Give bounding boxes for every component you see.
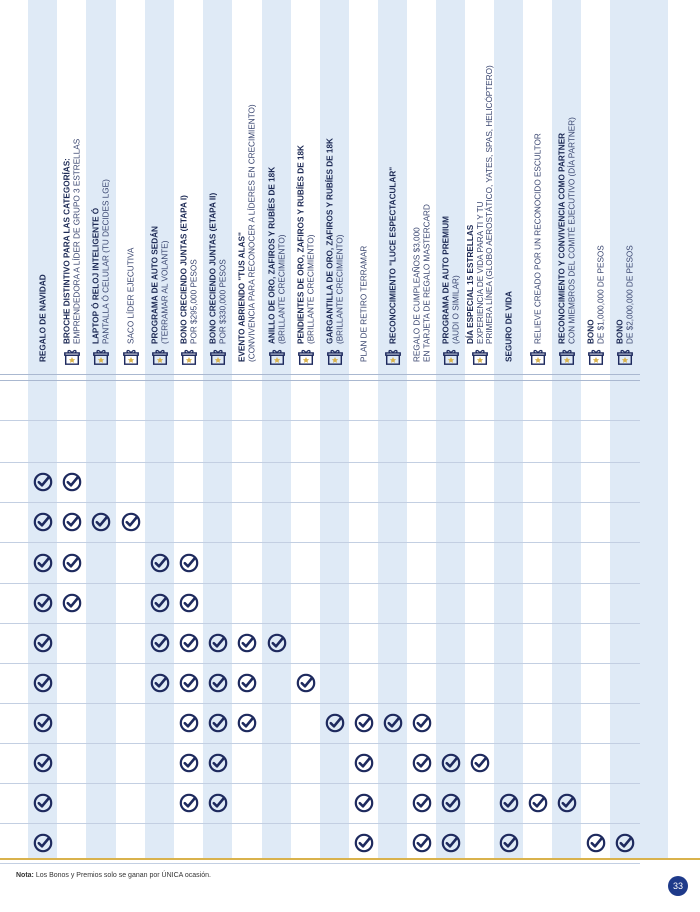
column-header xyxy=(203,0,232,374)
column-header-subtitle: DE $2,000,000 DE PESOS xyxy=(625,245,634,344)
check-icon xyxy=(179,633,199,653)
check-icon xyxy=(354,713,374,733)
check-icon xyxy=(33,512,53,532)
column-header-title: RECONOCIMIENTO Y CONVIVENCIA COMO PARTNER xyxy=(557,132,566,344)
check-icon xyxy=(615,833,635,853)
column-header xyxy=(86,0,116,374)
column-header-title: SEGURO DE VIDA xyxy=(503,291,513,362)
check-icon xyxy=(237,713,257,733)
check-icon xyxy=(412,753,432,773)
column-header xyxy=(174,0,203,374)
check-icon xyxy=(412,833,432,853)
check-icon xyxy=(208,753,228,773)
check-icon xyxy=(179,753,199,773)
column-header-title: BONO xyxy=(586,319,595,344)
column-header xyxy=(116,0,145,374)
check-icon xyxy=(150,593,170,613)
column-header-subtitle: (BRILLANTE CRECIMIENTO) xyxy=(334,234,344,344)
column-header-subtitle: SACO LÍDER EJECUTIVA xyxy=(125,247,135,344)
page-number: 33 xyxy=(668,876,688,896)
column-header-subtitle: POR $295,000 PESOS xyxy=(188,259,198,344)
check-icon xyxy=(121,512,141,532)
check-icon xyxy=(33,593,53,613)
column-header-title: EVENTO ABRIENDO "TUS ALAS" xyxy=(237,232,247,362)
check-icon xyxy=(150,673,170,693)
check-icon xyxy=(412,713,432,733)
column-header xyxy=(378,0,407,374)
column-header xyxy=(581,0,610,374)
check-icon xyxy=(354,753,374,773)
footnote-label: Nota: xyxy=(16,872,34,879)
gift-star-icon xyxy=(529,348,547,366)
check-icon xyxy=(499,793,519,813)
check-icon xyxy=(354,793,374,813)
column-header-subtitle: (BRILLANTE CRECIMIENTO) xyxy=(305,234,315,344)
check-icon xyxy=(33,553,53,573)
column-header-subtitle: DE $1,000,000 DE PESOS xyxy=(595,245,605,344)
column-header xyxy=(145,0,174,374)
column-header xyxy=(494,0,523,374)
gift-star-icon xyxy=(384,348,402,366)
column-header-subtitle: PRIMERA LÍNEA (GLOBO AEROSTÁTICO, YATES, SPAS, HELICÓPTERO) xyxy=(484,65,494,344)
check-icon xyxy=(62,512,82,532)
column-header xyxy=(465,0,494,374)
column-header-title: DÍA ESPECIAL 15 ESTRELLAS xyxy=(465,224,475,344)
gift-star-icon xyxy=(92,348,110,366)
check-icon xyxy=(62,472,82,492)
gift-star-icon xyxy=(209,348,227,366)
row-divider xyxy=(0,743,640,744)
gift-star-icon xyxy=(558,348,576,366)
gift-star-icon xyxy=(268,348,286,366)
gift-star-icon xyxy=(122,348,140,366)
gift-star-icon xyxy=(471,348,489,366)
check-icon xyxy=(441,753,461,773)
check-icon xyxy=(296,673,316,693)
column-header-subtitle: PLAN DE RETIRO TERRAMAR xyxy=(358,245,368,362)
column-header-subtitle: (TERRAMAR AL VOLANTE) xyxy=(159,240,169,344)
check-icon xyxy=(383,713,403,733)
row-divider xyxy=(0,420,640,421)
column-header-title: RECONOCIMIENTO "LUCE ESPECTACULAR" xyxy=(387,166,397,344)
column-header-subtitle: EMPRENDEDORA A LÍDER DE GRUPO 3 ESTRELLAS xyxy=(71,138,81,344)
column-header xyxy=(407,0,436,374)
column-header-title: BROCHE DISTINTIVO PARA LAS CATEGORÍAS: xyxy=(62,158,71,344)
row-divider xyxy=(0,380,640,381)
column-header-title: ANILLO DE ORO, ZAFIROS Y RUBÍES DE 18K xyxy=(267,166,276,344)
column-header-subtitle: CON MIEMBROS DEL COMITÉ EJECUTIVO (DÍA PARTNER) xyxy=(566,117,576,344)
footer-divider xyxy=(0,858,700,860)
gift-star-icon xyxy=(326,348,344,366)
row-divider xyxy=(0,663,640,664)
check-icon xyxy=(33,753,53,773)
column-header-title: REGALO DE NAVIDAD xyxy=(37,274,47,362)
row-divider xyxy=(0,703,640,704)
gift-star-icon xyxy=(63,348,81,366)
check-icon xyxy=(557,793,577,813)
check-icon xyxy=(412,793,432,813)
check-icon xyxy=(62,553,82,573)
check-icon xyxy=(62,593,82,613)
column-header xyxy=(57,0,86,374)
footnote-text: Los Bonos y Premios solo se ganan por ÚNICA ocasión. xyxy=(33,872,211,879)
check-icon xyxy=(33,713,53,733)
column-header-title: PROGRAMA DE AUTO SEDÁN xyxy=(150,226,159,344)
check-icon xyxy=(441,833,461,853)
gift-star-icon xyxy=(180,348,198,366)
column-header-subtitle: EN TARJETA DE REGALO MASTERCARD xyxy=(421,204,431,362)
check-icon xyxy=(208,793,228,813)
column-header-title: BONO xyxy=(615,319,625,344)
column-header-subtitle: EXPERIENCIA DE VIDA PARA TI Y TU xyxy=(474,201,484,344)
check-icon xyxy=(470,753,490,773)
column-header xyxy=(232,0,262,374)
gift-star-icon xyxy=(297,348,315,366)
column-header xyxy=(320,0,349,374)
check-icon xyxy=(354,833,374,853)
check-icon xyxy=(179,673,199,693)
check-icon xyxy=(33,633,53,653)
footnote xyxy=(16,872,211,879)
check-icon xyxy=(150,633,170,653)
row-divider xyxy=(0,623,640,624)
column-header xyxy=(349,0,378,374)
check-icon xyxy=(179,593,199,613)
check-icon xyxy=(208,673,228,693)
row-divider xyxy=(0,783,640,784)
row-divider xyxy=(0,542,640,543)
check-icon xyxy=(91,512,111,532)
row-divider xyxy=(0,863,640,864)
column-stripe xyxy=(0,0,28,858)
column-header-subtitle: POR $330,000 PESOS xyxy=(217,259,227,344)
column-header xyxy=(291,0,320,374)
column-header xyxy=(610,0,640,374)
check-icon xyxy=(237,633,257,653)
check-icon xyxy=(267,633,287,653)
check-icon xyxy=(179,713,199,733)
column-header xyxy=(28,0,57,374)
column-header xyxy=(262,0,291,374)
row-divider xyxy=(0,374,640,375)
column-header-subtitle: PANTALLA Ó CELULAR (TU DECIDES LGE) xyxy=(101,179,110,344)
check-icon xyxy=(179,553,199,573)
column-header-title: BONO CRECIENDO JUNTAS (ETAPA II) xyxy=(208,192,217,344)
check-icon xyxy=(33,833,53,853)
check-icon xyxy=(179,793,199,813)
column-header-subtitle: RELIEVE CREADO POR UN RECONOCIDO ESCULTOR xyxy=(532,133,542,344)
check-icon xyxy=(33,793,53,813)
column-header-title: PROGRAMA DE AUTO PREMIUM xyxy=(441,216,450,344)
column-header-subtitle: (CONVIVENCIA PARA RECONOCER A LÍDERES EN CRECIMIENTO) xyxy=(247,104,256,362)
column-header xyxy=(552,0,581,374)
check-icon xyxy=(150,553,170,573)
check-icon xyxy=(33,472,53,492)
gift-star-icon xyxy=(616,348,634,366)
check-icon xyxy=(208,633,228,653)
gift-star-icon xyxy=(442,348,460,366)
row-divider xyxy=(0,823,640,824)
row-divider xyxy=(0,462,640,463)
check-icon xyxy=(528,793,548,813)
column-header-subtitle: (BRILLANTE CRECIMIENTO) xyxy=(276,234,286,344)
row-divider xyxy=(0,583,640,584)
check-icon xyxy=(499,833,519,853)
gift-star-icon xyxy=(151,348,169,366)
column-header-title: LAPTOP Ó RELOJ INTELIGENTE Ó xyxy=(91,207,101,344)
column-header-title: GARGANTILLA DE ORO, ZAFIROS Y RUBÍES DE 18K xyxy=(325,138,334,344)
gift-star-icon xyxy=(587,348,605,366)
check-icon xyxy=(33,673,53,693)
column-header-title: BONO CRECIENDO JUNTAS (ETAPA I) xyxy=(179,195,188,344)
row-divider xyxy=(0,502,640,503)
column-header xyxy=(523,0,552,374)
check-icon xyxy=(325,713,345,733)
column-header-subtitle: REGALO DE CUMPLEAÑOS $3,000 xyxy=(412,227,421,362)
column-header-title: PENDIENTES DE ORO, ZAFIROS Y RUBÍES DE 18K xyxy=(296,145,305,344)
check-icon xyxy=(237,673,257,693)
check-icon xyxy=(441,793,461,813)
right-margin xyxy=(640,0,668,858)
check-icon xyxy=(208,713,228,733)
check-icon xyxy=(586,833,606,853)
column-header-subtitle: (AUDI O SIMILAR) xyxy=(450,275,460,344)
column-header xyxy=(436,0,465,374)
